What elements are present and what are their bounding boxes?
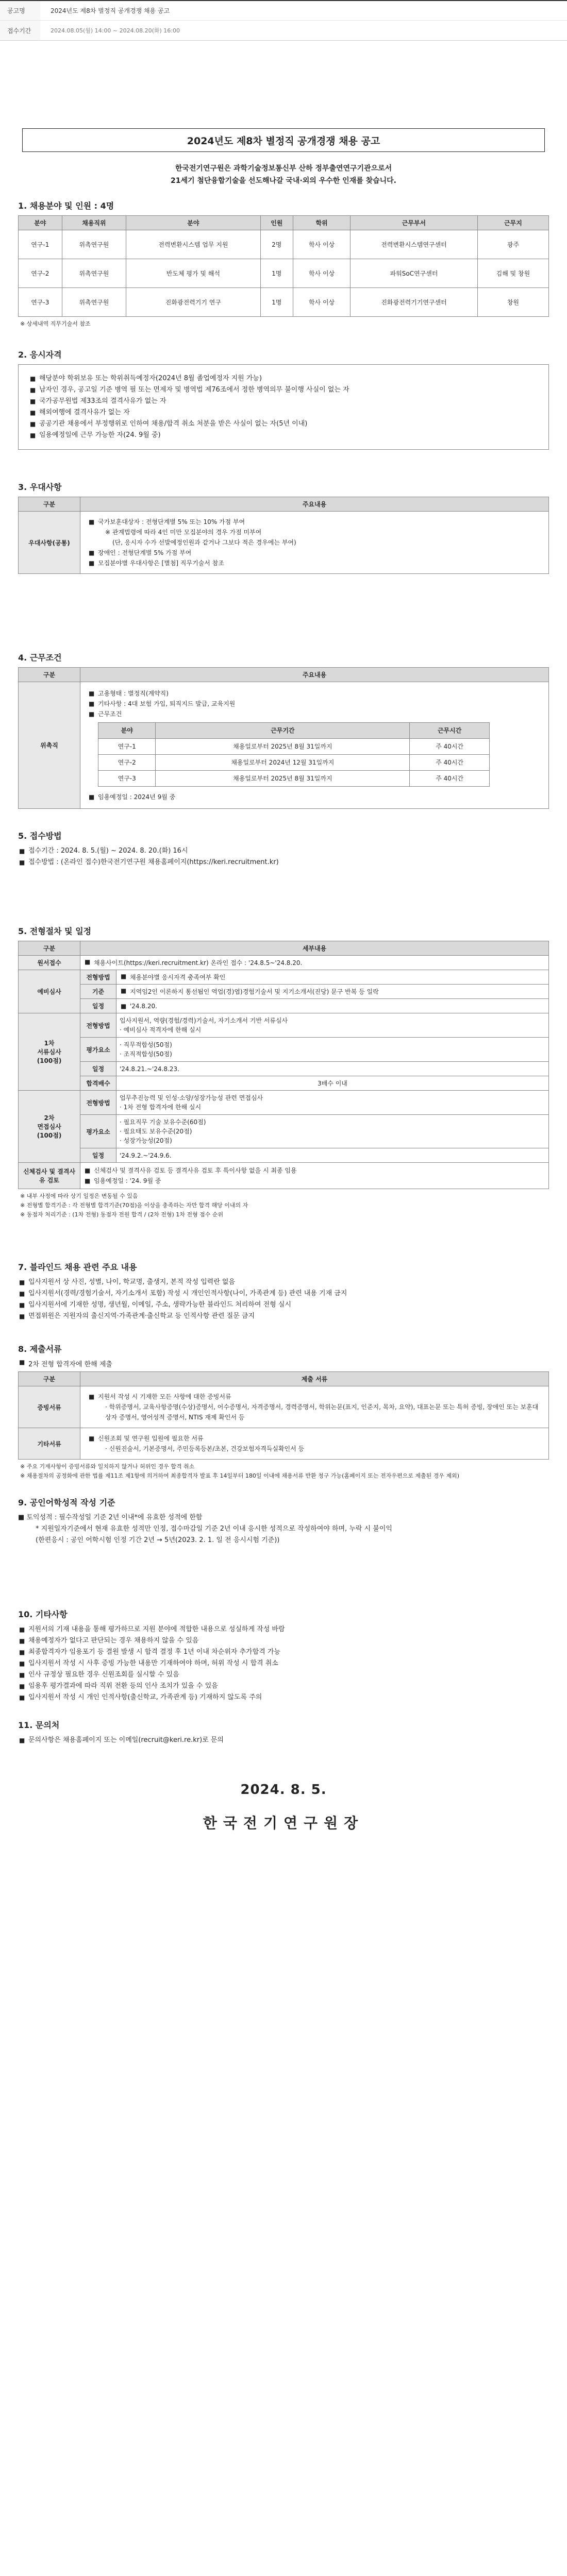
- section-title: 3. 우대사항: [18, 482, 62, 492]
- table-header: 세부내용: [80, 941, 549, 956]
- sub-label: 전형방법: [80, 1013, 116, 1038]
- qualification-box: [18, 364, 549, 450]
- table-header: 근무지: [477, 216, 548, 230]
- table-row: [98, 739, 490, 755]
- list-item: ■ 입사지원서 상 사진, 성별, 나이, 학교명, 출생지, 본적 작성 입력란 없음: [18, 1277, 549, 1288]
- row-label-line: 서류심사: [37, 1048, 61, 1056]
- section-title: 7. 블라인드 채용 관련 주요 내용: [18, 1262, 137, 1272]
- table-header: 근무부서: [351, 216, 478, 230]
- list-item: ■ 입사지원서(경력/경험기술서, 자기소개서 포함) 작성 시 개인인적사항(나이, 가족관계 등) 관련 내용 기재 금지: [18, 1288, 549, 1299]
- row-label-line: 2차: [44, 1114, 55, 1122]
- row-label: 원서접수: [19, 956, 80, 970]
- table-header: 제출 서류: [80, 1372, 549, 1386]
- table-note: ※ 동점자 처리기준 : (1차 전형) 동점자 전원 합격 / (2차 전형) 1차 전형 점수 순위: [20, 1211, 224, 1218]
- table-header: 학위: [293, 216, 351, 230]
- table-row: [98, 755, 490, 771]
- row-label: 위촉직: [19, 682, 80, 809]
- meta-subject-label: 공고명: [0, 1, 40, 20]
- meta-subject: 2024년도 제8차 별정직 공개경쟁 채용 공고: [51, 7, 170, 14]
- table-header: 채용직위: [62, 216, 126, 230]
- table-row: [19, 999, 549, 1013]
- table-cell: 1명: [260, 288, 293, 317]
- table-header: 주요내용: [80, 497, 549, 512]
- sub-label: 일정: [80, 1148, 116, 1163]
- list-item: ■ 입사지원서에 기재한 성명, 생년월, 이메일, 주소, 생략가능한 블라인드 처리하여 전형 실시: [18, 1299, 549, 1311]
- table-row: [19, 1076, 549, 1091]
- cell-text: · 필요직무 기술 보유수준(60점) · 필요태도 보유수준(20점) · 성장가능성(20점): [116, 1115, 549, 1148]
- table-cell: 주 40시간: [410, 755, 490, 771]
- list-item: · 신원진술서, 기본증명서, 주민등록등본/초본, 건강보험자격득실확인서 등: [105, 1445, 305, 1452]
- list-item: ■ 임용예정일에 근무 가능한 자(24. 9월 중): [29, 430, 538, 441]
- section-title: 8. 제출서류: [18, 1344, 62, 1354]
- list-item: ■ 지역임2인 이론하지 통선됩인 역업(경)엽)경험기술서 및 지기소개서(진당) 문구 반복 등 일락: [120, 988, 379, 995]
- list-item: ■ 접수기간 : 2024. 8. 5.(월) ~ 2024. 8. 20.(화) 16시: [18, 845, 549, 857]
- preference-table: [18, 497, 549, 574]
- announcement-meta: [0, 0, 567, 41]
- row-label: 증빙서류: [19, 1386, 80, 1428]
- table-header: 분야: [126, 216, 260, 230]
- table-cell: 채용일로부터 2024년 12월 31일까지: [156, 755, 410, 771]
- table-row: [19, 985, 549, 999]
- table-header: 인원: [260, 216, 293, 230]
- meta-subject-row: [0, 1, 567, 21]
- table-cell: 전력변환시스템연구센터: [351, 230, 478, 259]
- table-cell: 연구-1: [98, 739, 156, 755]
- meta-period-label: 접수기간: [0, 21, 40, 40]
- sub-label: 평가요소: [80, 1038, 116, 1062]
- table-row: [19, 1013, 549, 1038]
- table-row: [19, 1163, 549, 1189]
- list-item: ■ 근무조건: [88, 709, 541, 719]
- table-cell: 전력변환시스템 업무 지원: [126, 230, 260, 259]
- table-row: [19, 288, 549, 317]
- list-item: ■ 기타사항 : 4대 보험 가입, 퇴직지드 발급, 교육지원: [88, 699, 541, 709]
- list-item: ■ 국가보훈대상자 : 전형단계별 5% 또는 10% 가점 부여: [88, 517, 541, 527]
- list-item: ■ 국가공무원법 제33조의 결격사유가 없는 자: [29, 396, 538, 407]
- document-title: 2024년도 제8차 별정직 공개경쟁 채용 공고: [22, 128, 545, 152]
- table-header: 구분: [19, 668, 80, 682]
- section-title: 2. 응시자격: [18, 350, 62, 360]
- meta-period-row: [0, 21, 567, 40]
- cell-text: '24.9.2.~'24.9.6.: [116, 1148, 549, 1163]
- list-item: ■ 해외여행에 결격사유가 없는 자: [29, 407, 538, 418]
- table-cell: 위촉연구원: [62, 288, 126, 317]
- table-header: 구분: [19, 1372, 80, 1386]
- table-note: ※ 상세내역 직무기술서 참조: [20, 320, 91, 327]
- intro-text: [18, 162, 549, 187]
- list-item: ■ 채용사이트(https://keri.recruitment.kr) 온라인 접수 : '24.8.5~'24.8.20.: [84, 959, 302, 967]
- table-cell: 연구-1: [19, 230, 62, 259]
- signature-organization: 한국전기연구원장: [203, 1815, 364, 1832]
- list-item: · 학위증명서, 교육사항증명(수상)증명서, 어수증명서, 자격증명서, 경력증명서, 학위논문(표지, 인준지, 목차, 요약), 대표논문 또는 특허 증빙, 장애인 또는 보훈대상자 증명서, 영어성적 증명서, NTIS 재제 확인서 등: [105, 1403, 539, 1421]
- list-item: ■ 임용후 평가결과에 따라 직위 전환 등의 인사 조치가 있을 수 있음: [18, 1681, 549, 1692]
- table-row: [19, 1062, 549, 1076]
- list-item: ■ '24.8.20.: [120, 1003, 157, 1010]
- table-cell: 반도체 평가 및 해석: [126, 259, 260, 288]
- table-row: [19, 512, 549, 574]
- section-title: 5. 접수방법: [18, 831, 62, 841]
- list-item: ■ 채용예정자가 없다고 판단되는 경우 채용하지 않을 수 있음: [18, 1635, 549, 1647]
- sub-label: 일정: [80, 1062, 116, 1076]
- section-title: 10. 기타사항: [18, 1609, 68, 1619]
- table-cell: 진화광전력기기 연구: [126, 288, 260, 317]
- section-title: 4. 근무조건: [18, 653, 62, 663]
- list-item: ■ 2차 전형 합격자에 한해 제출: [18, 1359, 549, 1368]
- section-title: 5. 전형절차 및 일정: [18, 926, 92, 936]
- sub-label: 기준: [80, 985, 116, 999]
- list-item: ■ 면접위원은 지원자의 출신지역·가족관계·출신학교 등 인적사항 관련 질문 금지: [18, 1311, 549, 1322]
- list-item: ■ 지원서 작성 시 기재한 모든 사항에 대한 증빙서류: [88, 1392, 541, 1402]
- list-item: ■ 문의사항은 채용홈페이지 또는 이메일(recruit@keri.re.kr)로 문의: [18, 1735, 549, 1746]
- row-label-line: 1차: [44, 1040, 55, 1047]
- sub-label: 합격배수: [80, 1076, 116, 1091]
- table-cell: 연구-3: [98, 771, 156, 787]
- row-label-line: (100점): [37, 1132, 62, 1139]
- table-header: 분야: [98, 723, 156, 739]
- cell-text: 입사지원서, 역량(경험/경력)기술서, 자기소개서 기반 서류심사 · 예비심사 적격자에 한해 실시: [116, 1013, 549, 1038]
- list-item: ■ 남자인 경우, 공고일 기준 병역 필 또는 면제자 및 병역법 제76조에서 정한 병역의무 불이행 사실이 없는 자: [29, 384, 538, 396]
- list-item: ※ 관계법령에 따라 4인 미만 모집분야의 경우 가점 미부여: [105, 529, 262, 536]
- list-item: (단, 응시자 수가 선발예정인원과 같거나 그보다 적은 경우에는 부여): [112, 539, 296, 546]
- positions-table: [18, 215, 549, 317]
- sub-label: 평가요소: [80, 1115, 116, 1148]
- table-cell: 광주: [477, 230, 548, 259]
- meta-period: 2024.08.05(월) 14:00 ~ 2024.08.20(화) 16:00: [51, 27, 180, 34]
- work-period-table: [98, 722, 490, 787]
- table-row: [19, 970, 549, 985]
- table-cell: 학사 이상: [293, 259, 351, 288]
- sub-label: 전형방법: [80, 970, 116, 985]
- table-note: ※ 채용절차의 공정화에 관한 법률 제11조 제1항에 의거하여 최종합격자 발표 후 14일부터 180일 이내에 채용서류 반환 청구 가능(홈페이지 또는 전자우편으로 제출된 경우 제외): [20, 1472, 460, 1479]
- list-item: ■ 임용예정일 : '24. 9월 중: [84, 1176, 545, 1186]
- row-label-line: 면접심사: [37, 1123, 61, 1130]
- cell-text: 3배수 이내: [116, 1076, 549, 1091]
- table-cell: 김해 및 창원: [477, 259, 548, 288]
- cell-text: · 직무적합성(50점) · 조직적합성(50점): [116, 1038, 549, 1062]
- table-note: ※ 전형별 합격기준 : 각 전형별 합격기준(70점)을 이상을 충족하는 자만 합격 해당 이내의 자: [20, 1202, 248, 1209]
- table-row: [19, 1091, 549, 1115]
- table-header: 구분: [19, 941, 80, 956]
- table-cell: 진화광전력기기연구센터: [351, 288, 478, 317]
- documents-table: [18, 1371, 549, 1460]
- table-cell: 채용일로부터 2025년 8월 31일까지: [156, 771, 410, 787]
- table-row: [19, 956, 549, 970]
- list-item: ■ 접수방법 : (온라인 접수)한국전기연구원 채용홈페이지(https://keri.recruitment.kr): [18, 857, 549, 868]
- cell-text: 업무추진능력 및 인성·소양/성장가능성 관련 면접심사 · 1차 전형 합격자에 한해 실시: [116, 1091, 549, 1115]
- signature-date: 2024. 8. 5.: [240, 1782, 327, 1798]
- table-cell: 위촉연구원: [62, 230, 126, 259]
- table-cell: 창원: [477, 288, 548, 317]
- row-label: 신체검사 및 결격사유 검토: [19, 1163, 80, 1189]
- table-row: [19, 1386, 549, 1428]
- list-item: ■ 인사 규정상 필요한 경우 신원조회를 실시할 수 있음: [18, 1669, 549, 1681]
- table-cell: 파워SoC연구센터: [351, 259, 478, 288]
- section-title: 9. 공인어학성적 작성 기준: [18, 1498, 115, 1507]
- table-row: [19, 1148, 549, 1163]
- list-item: ■ 신원조회 및 연구원 입원에 필요한 서류: [88, 1433, 541, 1444]
- cell-text: '24.8.21.~'24.8.23.: [116, 1062, 549, 1076]
- table-row: [19, 259, 549, 288]
- table-row: [19, 682, 549, 809]
- table-header: 근무시간: [410, 723, 490, 739]
- list-item: ■ 모집분야별 우대사항은 [별첨] 직무기술서 참조: [88, 558, 541, 568]
- section-title: 11. 문의처: [18, 1720, 60, 1730]
- section-title: 1. 채용분야 및 인원 : 4명: [18, 201, 114, 211]
- process-table: [18, 941, 549, 1189]
- table-cell: 채용일로부터 2025년 8월 31일까지: [156, 739, 410, 755]
- row-label: 예비심사: [19, 970, 80, 1013]
- table-row: [19, 230, 549, 259]
- list-item: ■ 입사지원서 작성 시 사후 증빙 가능한 내용만 기재하여야 하며, 허위 작성 시 합격 취소: [18, 1658, 549, 1669]
- list-item: ■ 최종합격자가 임용포기 등 결원 발생 시 합격 결정 후 1년 이내 차순위자 추가합격 가능: [18, 1647, 549, 1658]
- table-cell: 1명: [260, 259, 293, 288]
- row-label: [19, 1091, 80, 1163]
- table-cell: 주 40시간: [410, 771, 490, 787]
- table-row: [19, 1038, 549, 1062]
- text-line: (한편응시 : 공인 어학시험 인정 기간 2년 → 5년(2023. 2. 1. 일 전 응시시험 기준)): [36, 1536, 280, 1544]
- list-item: ■ 공공기관 채용에서 부정행위로 인하여 채용/합격 취소 처분을 받은 사실이 없는 자(5년 이내): [29, 418, 538, 430]
- list-item: ■ 채용분야별 응시자격 충족여부 확인: [120, 974, 225, 981]
- table-note: ※ 주요 기재사항이 증빙서류와 일치하지 않거나 허위인 경우 합격 취소: [20, 1463, 195, 1470]
- list-item: ■ 신체검사 및 결격사유 검토 등 결격사유 검토 후 특이사항 없을 시 최종 임용: [84, 1165, 545, 1176]
- table-row: [19, 1115, 549, 1148]
- text-line: ■ 토익성적 : 필수작성일 기준 2년 이내*에 유효한 성적에 한함: [18, 1514, 203, 1521]
- conditions-table: [18, 667, 549, 809]
- table-note: ※ 내부 사정에 따라 상기 일정은 변동될 수 있음: [20, 1193, 138, 1199]
- row-label-line: (100점): [37, 1057, 62, 1064]
- table-cell: 연구-2: [98, 755, 156, 771]
- table-row: [19, 1428, 549, 1460]
- table-header: 근무기간: [156, 723, 410, 739]
- row-label: 기타서류: [19, 1428, 80, 1460]
- list-item: ■ 임용예정일 : 2024년 9월 중: [88, 792, 541, 802]
- list-item: ■ 고용형태 : 별정직(계약직): [88, 688, 541, 699]
- row-label: [19, 1013, 80, 1091]
- table-header: 구분: [19, 497, 80, 512]
- text-line: * 지원일자기준에서 현재 유효한 성적만 인정, 접수마감일 기준 2년 이내 응시한 성적으로 작성하여야 하며, 누락 시 불이익: [36, 1525, 392, 1533]
- row-label: 우대사항(공통): [19, 512, 80, 574]
- list-item: ■ 장애인 : 전형단계별 5% 가점 부여: [88, 548, 541, 558]
- document-body: [18, 41, 549, 2576]
- sub-label: 일정: [80, 999, 116, 1013]
- table-cell: 연구-3: [19, 288, 62, 317]
- table-row: [98, 771, 490, 787]
- table-header: 주요내용: [80, 668, 549, 682]
- table-header: 분야: [19, 216, 62, 230]
- list-item: ■ 지원서의 기재 내용을 통해 평가하므로 지원 분야에 적합한 내용으로 성실하게 작성 바람: [18, 1624, 549, 1635]
- intro-line: 한국전기연구원은 과학기술정보통신부 산하 정부출연연구기관으로서: [175, 164, 392, 173]
- table-cell: 연구-2: [19, 259, 62, 288]
- table-cell: 학사 이상: [293, 288, 351, 317]
- list-item: ■ 해당분야 학위보유 또는 학위취득예정자(2024년 8월 졸업예정자 지원 가능): [29, 373, 538, 384]
- list-item: ■ 입사지원서 작성 시 개인 인적사항(출신학교, 가족관계 등) 기재하지 않도록 주의: [18, 1692, 549, 1703]
- table-cell: 2명: [260, 230, 293, 259]
- table-cell: 주 40시간: [410, 739, 490, 755]
- table-cell: 학사 이상: [293, 230, 351, 259]
- sub-label: 전형방법: [80, 1091, 116, 1115]
- table-cell: 위촉연구원: [62, 259, 126, 288]
- intro-line: 21세기 첨단융합기술을 선도해나갈 국내·외의 우수한 인재를 찾습니다.: [170, 177, 397, 185]
